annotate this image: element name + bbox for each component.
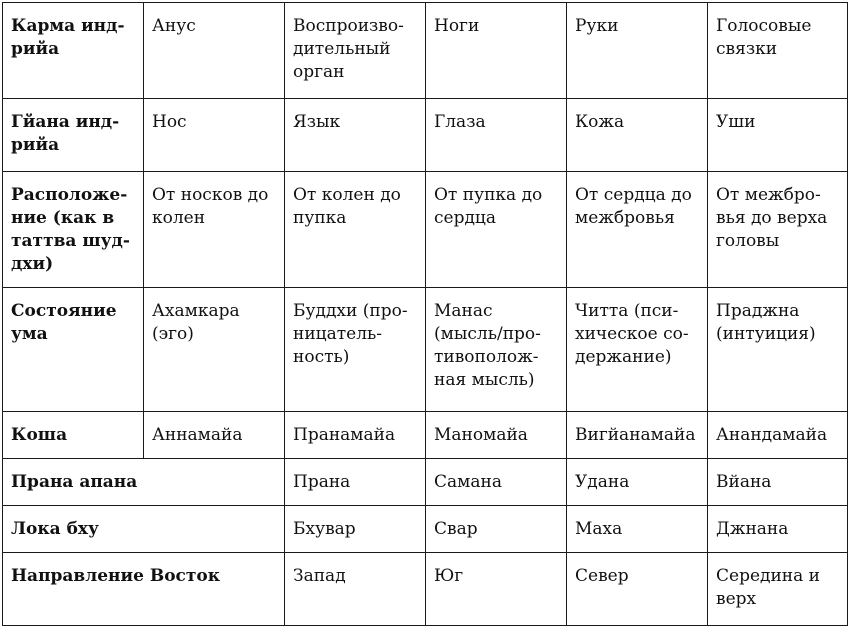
- row-header-karma-indriya: Карма инд- рийа: [3, 3, 144, 99]
- table-cell: Маха: [567, 506, 708, 553]
- row-header-loka-bhu: Лока бху: [3, 506, 285, 553]
- table-cell: Нос: [144, 99, 285, 172]
- table-cell: Самана: [426, 459, 567, 506]
- table-row: [3, 288, 848, 412]
- table-cell: Свар: [426, 506, 567, 553]
- table-cell: Анандамайа: [708, 412, 848, 459]
- table-cell: Голосовые связки: [708, 3, 848, 99]
- table-cell: Воспроизво- дительный орган: [285, 3, 426, 99]
- table-cell: От пупка до сердца: [426, 172, 567, 288]
- table-cell: Середина и верх: [708, 553, 848, 626]
- table-cell: Прана: [285, 459, 426, 506]
- table-cell: Глаза: [426, 99, 567, 172]
- table-row: [3, 3, 848, 99]
- row-header-location: Расположе- ние (как в таттва шуд- дхи): [3, 172, 144, 288]
- row-header-state-of-mind: Состояние ума: [3, 288, 144, 412]
- table-cell: Руки: [567, 3, 708, 99]
- table-row: [3, 459, 848, 506]
- row-header-direction: Направление Восток: [3, 553, 285, 626]
- correspondence-table: [2, 2, 848, 626]
- table-row: [3, 99, 848, 172]
- table-cell: Ахамкара (эго): [144, 288, 285, 412]
- table-cell: От носков до колен: [144, 172, 285, 288]
- row-header-kosha: Коша: [3, 412, 144, 459]
- table-cell: Север: [567, 553, 708, 626]
- table-cell: Джнана: [708, 506, 848, 553]
- row-header-prana-apana: Прана апана: [3, 459, 285, 506]
- table-cell: Вигйанамайа: [567, 412, 708, 459]
- table-cell: Вйана: [708, 459, 848, 506]
- table-cell: От колен до пупка: [285, 172, 426, 288]
- table-cell: Язык: [285, 99, 426, 172]
- table-cell: Уши: [708, 99, 848, 172]
- table-cell: Маномайа: [426, 412, 567, 459]
- table-row: [3, 553, 848, 626]
- table-row: [3, 506, 848, 553]
- table-cell: Запад: [285, 553, 426, 626]
- table-row: [3, 412, 848, 459]
- table-cell: Удана: [567, 459, 708, 506]
- table-cell: Анус: [144, 3, 285, 99]
- row-header-gyana-indriya: Гйана инд- рийа: [3, 99, 144, 172]
- table-row: [3, 172, 848, 288]
- table-cell: Аннамайа: [144, 412, 285, 459]
- table-cell: Праджна (интуиция): [708, 288, 848, 412]
- table-cell: От межбро- вья до верха головы: [708, 172, 848, 288]
- table-cell: Пранамайа: [285, 412, 426, 459]
- table-cell: Юг: [426, 553, 567, 626]
- table-cell: Бхувар: [285, 506, 426, 553]
- table-cell: Буддхи (про- ницатель- ность): [285, 288, 426, 412]
- table-cell: Читта (пси- хическое со- держание): [567, 288, 708, 412]
- table-cell: От сердца до межбровья: [567, 172, 708, 288]
- table-cell: Ноги: [426, 3, 567, 99]
- table-cell: Манас (мысль/про- тивополож- ная мысль): [426, 288, 567, 412]
- table-cell: Кожа: [567, 99, 708, 172]
